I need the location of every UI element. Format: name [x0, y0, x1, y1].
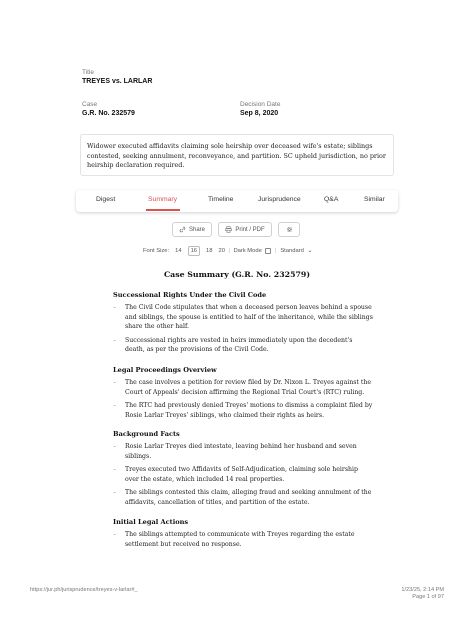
print-pdf-label: Print / PDF [235, 226, 265, 233]
decision-date-value: Sep 8, 2020 [240, 110, 279, 117]
section-title: Successional Rights Under the Civil Code [113, 291, 267, 299]
section-initial-legal-actions [113, 518, 373, 549]
tab-qa[interactable]: Q&A [324, 196, 339, 203]
title-value: TREYES vs. LARLAR [82, 78, 153, 85]
dark-mode-checkbox[interactable] [265, 248, 271, 254]
section-title: Background Facts [113, 430, 180, 438]
font-size-20[interactable]: 20 [218, 248, 225, 254]
list-item: – The case involves a petition for review filed by Dr. Nixon L. Treyes against the Court of Appeals' decision affirming the Regional Trial Court's (RTC) ruling. [113, 378, 373, 397]
decision-date-field [240, 101, 280, 117]
tab-timeline[interactable]: Timeline [208, 196, 234, 203]
case-value: G.R. No. 232579 [82, 110, 135, 117]
section-title: Initial Legal Actions [113, 518, 189, 526]
share-label: Share [188, 226, 205, 233]
tab-digest[interactable]: Digest [96, 196, 116, 203]
tab-summary[interactable]: Summary [148, 196, 178, 203]
footer-url: https://jur.ph/jurisprudence/treyes-v-larlar#_ [30, 587, 138, 593]
section-background-facts [113, 430, 373, 508]
section-successional-rights [113, 291, 373, 355]
separator: | [228, 248, 231, 254]
list-item: – Rosie Larlar Treyes died intestate, leaving behind her husband and seven siblings. [113, 442, 373, 461]
gear-icon [286, 226, 293, 233]
settings-button[interactable] [278, 222, 300, 237]
mode-select[interactable] [280, 248, 312, 254]
list-item: – Successional rights are vested in heirs immediately upon the decedent's death, as per the provisions of the Civil Code. [113, 336, 373, 355]
active-tab-indicator [146, 209, 180, 211]
font-size-18[interactable]: 18 [206, 248, 213, 254]
tab-similar[interactable]: Similar [364, 196, 385, 203]
dark-mode-label: Dark Mode [233, 248, 262, 254]
footer-meta [401, 587, 444, 601]
print-pdf-button[interactable] [218, 222, 272, 237]
case-label: Case [82, 101, 98, 108]
case-summary-text: Widower executed affidavits claiming sole heirship over deceased wife's estate; siblings contested, seeking annulment, reconveyance, and partition. SC upheld jurisdiction, no prior heirship declaration required. [87, 142, 386, 170]
share-button[interactable] [172, 222, 212, 237]
case-field [82, 101, 135, 117]
case-summary-box [80, 134, 394, 176]
list-item: – The Civil Code stipulates that when a deceased person leaves behind a spouse and siblings, the spouse is entitled to half of the inheritance, while the siblings share the other half. [113, 303, 373, 332]
separator: | [274, 248, 277, 254]
footer-datetime: 1/23/25, 2:14 PM [401, 587, 444, 593]
section-legal-proceedings [113, 366, 373, 420]
font-size-label: Font Size: [143, 248, 170, 254]
title-field [82, 69, 152, 85]
share-icon [179, 226, 186, 233]
mode-select-value: Standard [280, 248, 304, 254]
tab-bar [76, 190, 398, 212]
decision-date-label: Decision Date [240, 101, 281, 108]
content-heading: Case Summary (G.R. No. 232579) [163, 270, 311, 279]
reading-controls [143, 246, 312, 256]
list-item: – The siblings contested this claim, alleging fraud and seeking annulment of the affidavits, cancellation of titles, and partition of the estate. [113, 488, 373, 507]
font-size-14[interactable]: 14 [175, 248, 182, 254]
footer-page: Page 1 of 97 [412, 594, 444, 600]
font-size-16[interactable]: 16 [188, 246, 200, 256]
list-item: – The RTC had previously denied Treyes' motions to dismiss a complaint filed by Rosie Larlar Treyes' siblings, who claimed their rights as heirs. [113, 401, 373, 420]
title-label: Title [82, 69, 95, 76]
chevron-down-icon: ⌄ [307, 248, 313, 254]
tab-jurisprudence[interactable]: Jurisprudence [258, 196, 301, 203]
section-title: Legal Proceedings Overview [113, 366, 217, 374]
list-item: – Treyes executed two Affidavits of Self-Adjudication, claiming sole heirship over the estate, which included 14 real properties. [113, 465, 373, 484]
printer-icon [225, 226, 232, 233]
list-item: – The siblings attempted to communicate with Treyes regarding the estate settlement but received no response. [113, 530, 373, 549]
